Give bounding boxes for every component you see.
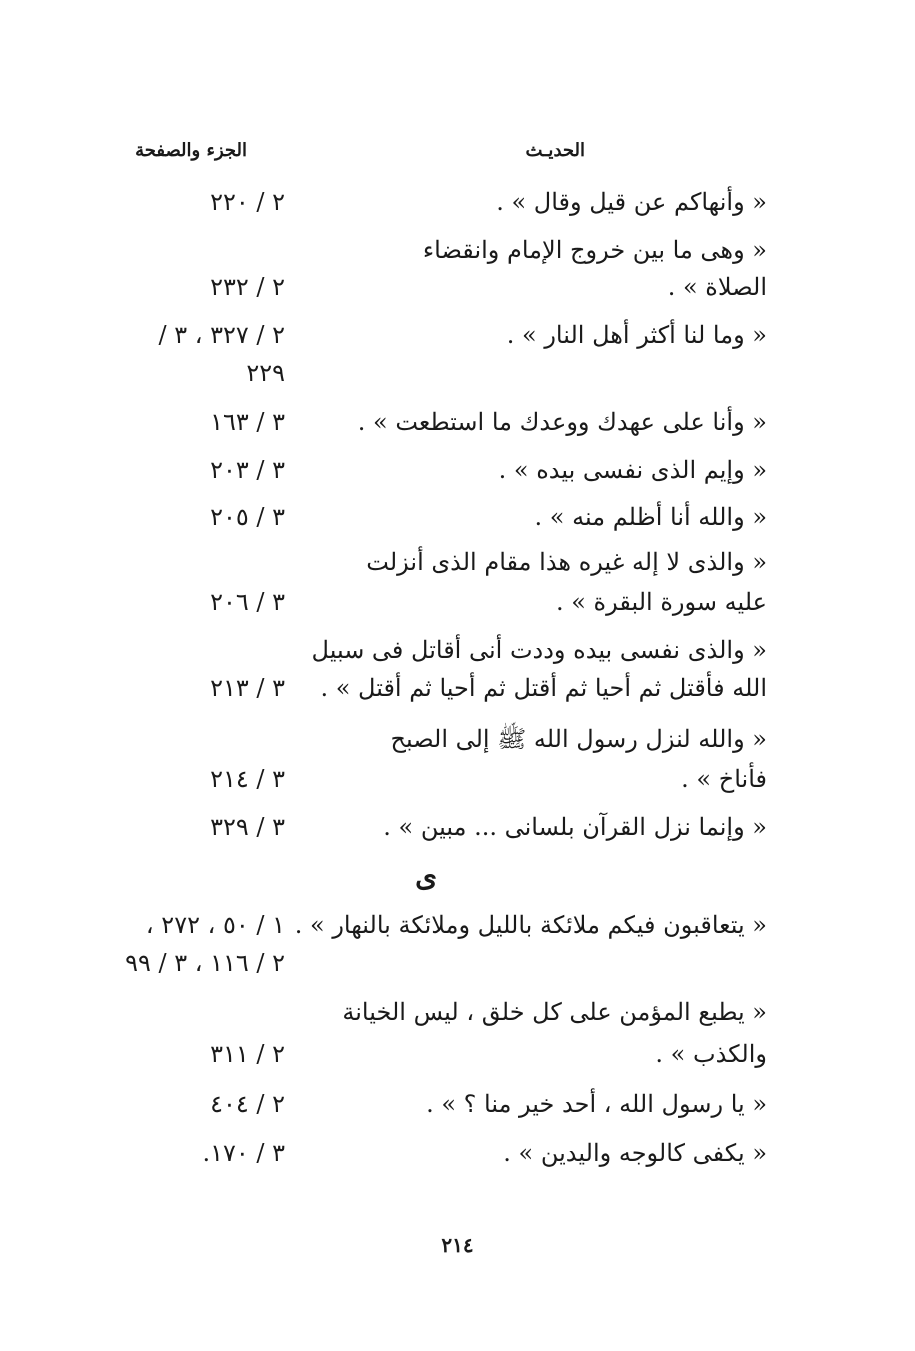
hadith-reference: ٣ / ٢١٣ <box>210 674 285 702</box>
hadith-text-line1: « والذى نفسى بيده وددت أنى أقاتل فى سبيل <box>311 636 767 664</box>
hadith-reference: ٣ / ٢٠٣ <box>210 456 285 484</box>
hadith-reference-line2: ٢ / ١١٦ ، ٣ / ٩٩ <box>125 949 285 977</box>
hadith-text: « وما لنا أكثر أهل النار » . <box>506 321 767 349</box>
column-header-hadith: الحديـث <box>525 140 585 161</box>
hadith-text: « يكفى كالوجه واليدين » . <box>503 1139 767 1167</box>
hadith-text: « والله أنا أظلم منه » . <box>534 503 767 531</box>
hadith-text-line1: « والذى لا إله غيره هذا مقام الذى أنزلت <box>366 548 767 576</box>
hadith-text-line1: « يطبع المؤمن على كل خلق ، ليس الخيانة <box>342 998 767 1026</box>
hadith-reference: ٣ / ٣٢٩ <box>210 813 285 841</box>
hadith-text: « يتعاقبون فيكم ملائكة بالليل وملائكة بالنهار » . <box>294 911 767 939</box>
hadith-text-line2: الصلاة » . <box>667 273 767 301</box>
hadith-text-line2: والكذب » . <box>655 1040 767 1068</box>
hadith-reference: ٣ / ١٦٣ <box>210 408 285 436</box>
hadith-text: « وأنا على عهدك ووعدك ما استطعت » . <box>357 408 767 436</box>
page-number: ٢١٤ <box>441 1233 474 1257</box>
column-header-volume-page: الجزء والصفحة <box>135 140 247 161</box>
hadith-reference: ٣ / ٢٠٦ <box>210 588 285 616</box>
hadith-text-line1: « والله لنزل رسول الله ﷺ إلى الصبح <box>390 725 767 753</box>
hadith-reference: ٢ / ٢٢٠ <box>210 188 285 216</box>
hadith-reference-line1: ١ / ٥٠ ، ٢٧٢ ، <box>145 911 285 939</box>
hadith-text: « يا رسول الله ، أحد خير منا ؟ » . <box>426 1090 767 1118</box>
hadith-text-line2: الله فأقتل ثم أحيا ثم أقتل ثم أحيا ثم أقتل » . <box>320 674 767 702</box>
hadith-reference: ٣ / ٢١٤ <box>210 765 285 793</box>
hadith-text: « وأنهاكم عن قيل وقال » . <box>496 188 767 216</box>
hadith-reference-line1: ٢ / ٣٢٧ ، ٣ / <box>158 321 285 349</box>
hadith-reference: ٢ / ٤٠٤ <box>210 1090 285 1118</box>
hadith-reference: ٢ / ٣١١ <box>210 1040 285 1068</box>
hadith-text: « وإنما نزل القرآن بلسانى ... مبين » . <box>383 813 767 841</box>
hadith-text-line2: فأناخ » . <box>681 765 767 793</box>
hadith-reference: ٣ / ٢٠٥ <box>210 503 285 531</box>
hadith-reference-line2: ٢٢٩ <box>246 359 285 387</box>
hadith-reference: ٢ / ٢٣٢ <box>210 273 285 301</box>
hadith-text-line1: « وهى ما بين خروج الإمام وانقضاء <box>422 236 767 264</box>
section-letter: ى <box>415 860 437 893</box>
hadith-reference: ٣ / ١٧٠. <box>202 1139 285 1167</box>
hadith-text-line2: عليه سورة البقرة » . <box>555 588 767 616</box>
hadith-text: « وإيم الذى نفسى بيده » . <box>498 456 767 484</box>
